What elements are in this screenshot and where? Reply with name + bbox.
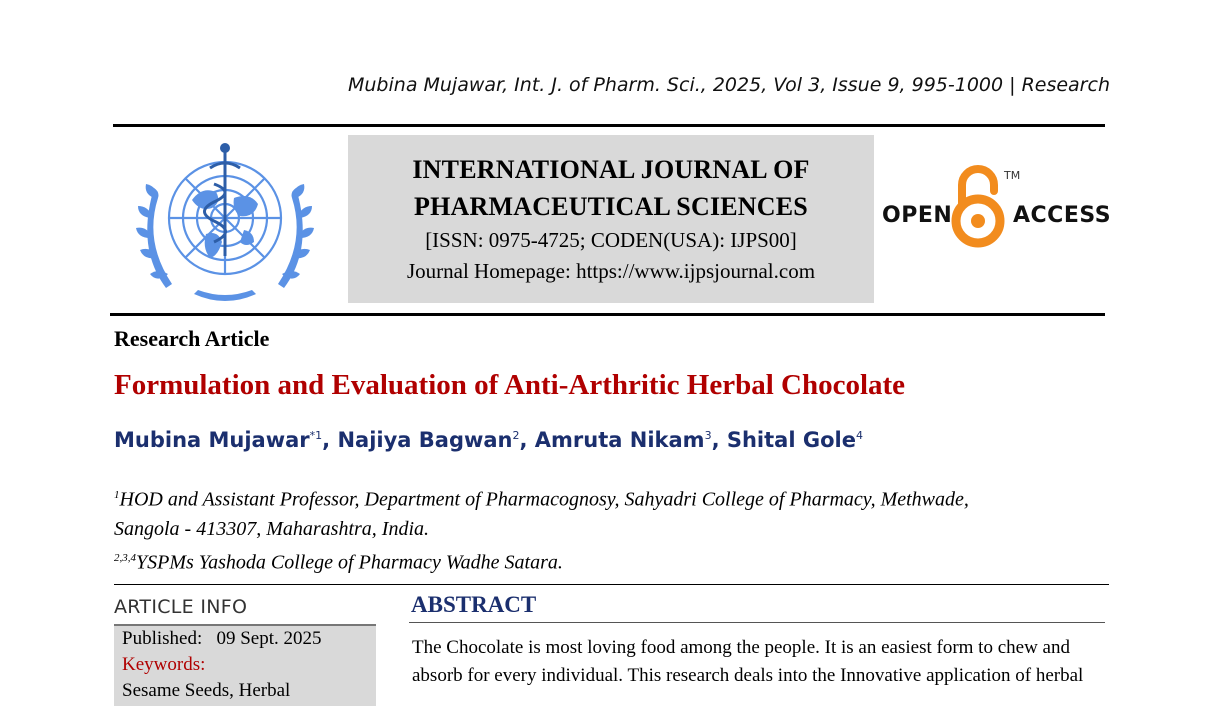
abstract-line: absorb for every individual. This research deals into the Innovative application of herbal <box>412 665 1084 686</box>
published-row <box>114 626 376 652</box>
author-name: Shital Gole <box>726 428 856 452</box>
author-name: Mubina Mujawar <box>114 428 310 452</box>
affiliation-1-line2: Sangola - 413307, Maharashtra, India. <box>114 517 429 540</box>
article-type: Research Article <box>114 326 270 351</box>
author-separator: , <box>322 428 338 452</box>
author-affiliation-marker: 3 <box>704 429 712 442</box>
author-affiliation-marker: 4 <box>855 429 863 442</box>
affiliation-2-marker: 2,3,4 <box>114 551 136 564</box>
open-access-access-text: ACCESS <box>1013 203 1112 228</box>
author-separator: , <box>711 428 727 452</box>
journal-header-box <box>348 135 874 303</box>
author-name: Amruta Nikam <box>534 428 705 452</box>
journal-title-line2: PHARMACEUTICAL SCIENCES <box>414 192 808 221</box>
author-name: Najiya Bagwan <box>337 428 513 452</box>
section-divider <box>114 584 1109 585</box>
un-emblem-logo <box>124 138 326 306</box>
author-list <box>114 428 863 452</box>
header-rule-bottom <box>110 313 1105 316</box>
open-access-open-text: OPEN <box>882 203 953 228</box>
paper-title: Formulation and Evaluation of Anti-Arthritic Herbal Chocolate <box>114 369 906 401</box>
affiliation-1-marker: 1 <box>114 489 120 501</box>
published-date: 09 Sept. 2025 <box>216 628 322 649</box>
keywords-text: Sesame Seeds, Herbal <box>122 680 291 701</box>
abstract-text <box>412 634 1106 690</box>
affiliation-2 <box>114 544 1104 578</box>
trademark-mark: TM <box>1004 169 1021 182</box>
journal-title-line1: INTERNATIONAL JOURNAL OF <box>412 155 810 184</box>
article-info-heading: ARTICLE INFO <box>114 596 248 618</box>
affiliation-2-text: YSPMs Yashoda College of Pharmacy Wadhe Satara. <box>136 551 563 574</box>
published-label: Published: <box>122 628 203 649</box>
affiliation-1-line1: HOD and Assistant Professor, Department of Pharmacognosy, Sahyadri College of Pharmacy, Methwade, <box>119 488 969 511</box>
author-affiliation-marker: 2 <box>512 429 520 442</box>
keywords-label: Keywords: <box>122 654 206 675</box>
abstract-line: The Chocolate is most loving food among the people. It is an easiest form to chew and <box>412 637 1070 658</box>
abstract-heading-rule <box>409 622 1105 623</box>
abstract-heading: ABSTRACT <box>411 592 537 617</box>
affiliations <box>114 481 1104 577</box>
header-rule-top <box>113 124 1105 127</box>
journal-issn: [ISSN: 0975-4725; CODEN(USA): IJPS00] <box>425 228 797 252</box>
author-affiliation-marker: *1 <box>309 429 323 442</box>
journal-homepage-link[interactable]: Journal Homepage: https://www.ijpsjournal.com <box>406 259 816 283</box>
article-info-box <box>114 624 376 706</box>
running-head: Mubina Mujawar, Int. J. of Pharm. Sci., 2025, Vol 3, Issue 9, 995-1000 | Research <box>348 74 1110 96</box>
author-separator: , <box>519 428 535 452</box>
open-access-logo <box>880 165 1110 255</box>
open-lock-icon <box>950 165 1010 251</box>
affiliation-1 <box>114 481 1104 515</box>
